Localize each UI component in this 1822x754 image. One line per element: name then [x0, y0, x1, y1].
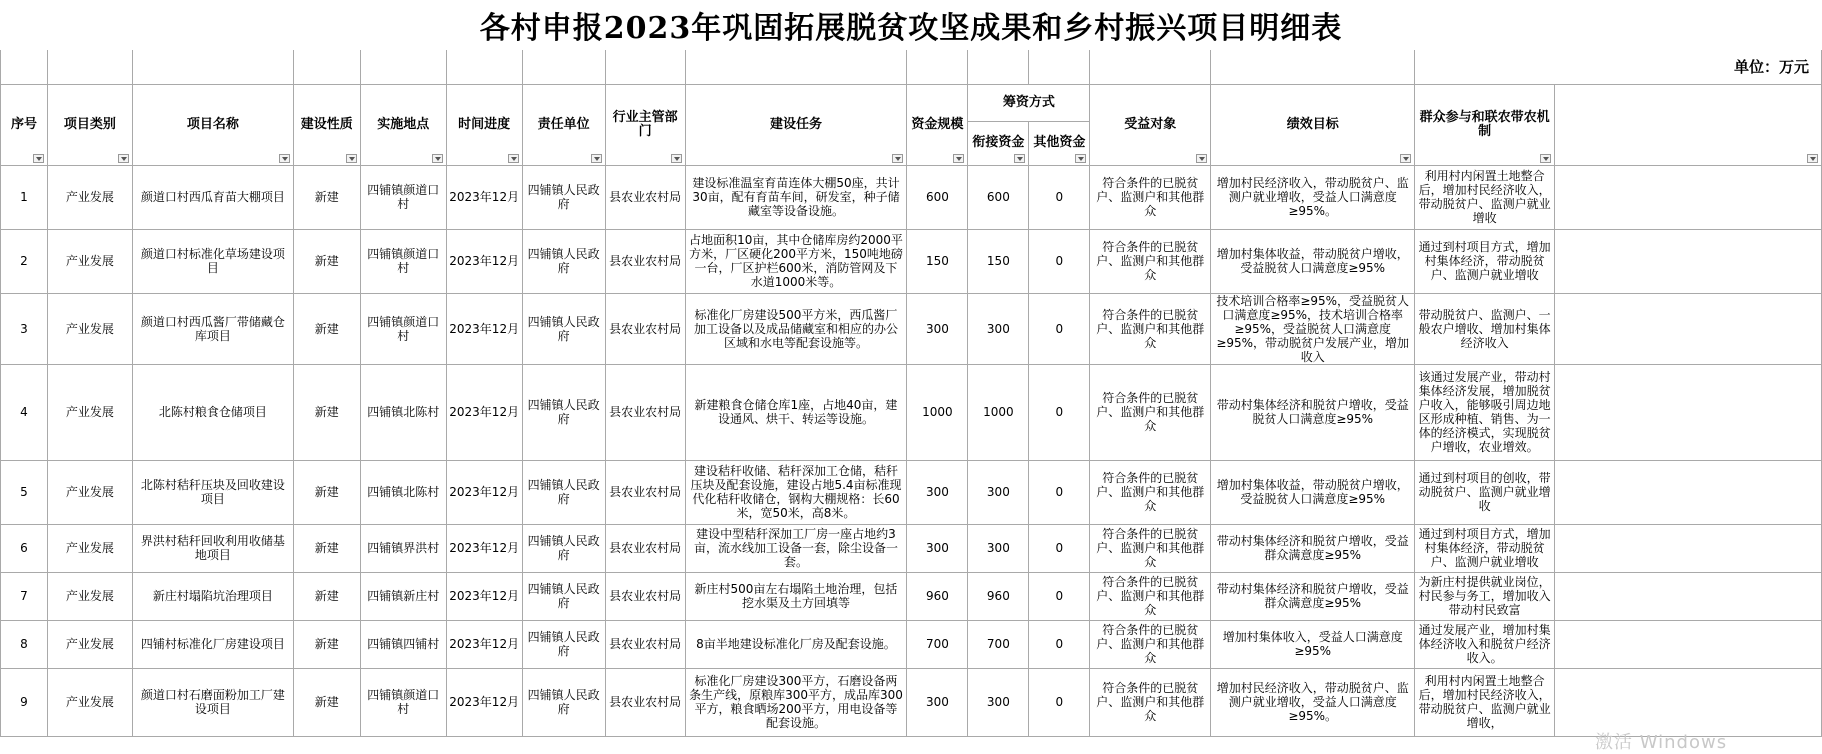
filter-dropdown-icon[interactable]	[953, 154, 964, 163]
cell-funding-linked[interactable]: 300	[968, 524, 1029, 572]
header-name[interactable]: 项目名称	[132, 84, 293, 165]
cell-seq[interactable]: 1	[1, 165, 48, 229]
cell-funding-other[interactable]: 0	[1029, 620, 1090, 668]
header-location[interactable]: 实施地点	[360, 84, 446, 165]
filter-dropdown-icon[interactable]	[33, 154, 44, 163]
cell-target[interactable]: 带动村集体经济和脱贫户增收，受益脱贫人口满意度≥95%	[1211, 364, 1415, 460]
cell-department[interactable]: 县农业农村局	[605, 524, 685, 572]
cell-location[interactable]: 四铺镇颜道口村	[360, 165, 446, 229]
cell-category[interactable]: 产业发展	[47, 229, 132, 293]
filter-dropdown-icon[interactable]	[591, 154, 602, 163]
table-row	[1, 620, 1822, 668]
header-schedule[interactable]: 时间进度	[446, 84, 522, 165]
table-row	[1, 165, 1822, 229]
cell-scale[interactable]: 300	[907, 460, 968, 524]
cell-name[interactable]: 新庄村塌陷坑治理项目	[132, 572, 293, 620]
cell-empty[interactable]	[1555, 293, 1822, 364]
cell-tasks[interactable]: 建设秸秆收储、秸秆深加工仓储，秸秆压块及配套设施，建设占地5.4亩标准现代化秸秆收储仓，钢构大棚规格：长60米，宽50米，高8米。	[685, 460, 907, 524]
cell-name[interactable]: 北陈村秸秆压块及回收建设项目	[132, 460, 293, 524]
cell-responsible[interactable]: 四铺镇人民政府	[522, 293, 605, 364]
cell-scale[interactable]: 150	[907, 229, 968, 293]
table-row	[1, 572, 1822, 620]
cell-category[interactable]: 产业发展	[47, 524, 132, 572]
cell-category[interactable]: 产业发展	[47, 364, 132, 460]
cell-empty[interactable]	[1555, 524, 1822, 572]
cell-seq[interactable]: 5	[1, 460, 48, 524]
cell-responsible[interactable]: 四铺镇人民政府	[522, 165, 605, 229]
cell-nature[interactable]: 新建	[293, 524, 360, 572]
filter-dropdown-icon[interactable]	[671, 154, 682, 163]
cell-mechanism[interactable]: 通过到村项目方式，增加村集体经济，带动脱贫户、监测户就业增收	[1415, 229, 1555, 293]
cell-funding-other[interactable]: 0	[1029, 460, 1090, 524]
cell-beneficiary[interactable]: 符合条件的已脱贫户、监测户和其他群众	[1090, 229, 1211, 293]
cell-seq[interactable]: 9	[1, 668, 48, 736]
header-department[interactable]: 行业主管部门	[605, 84, 685, 165]
cell-mechanism[interactable]: 通过到村项目方式，增加村集体经济，带动脱贫户、监测户就业增收	[1415, 524, 1555, 572]
cell-nature[interactable]: 新建	[293, 460, 360, 524]
cell-nature[interactable]: 新建	[293, 229, 360, 293]
filter-dropdown-icon[interactable]	[432, 154, 443, 163]
header-beneficiary[interactable]: 受益对象	[1090, 84, 1211, 165]
cell-tasks[interactable]: 8亩半地建设标准化厂房及配套设施。	[685, 620, 907, 668]
cell-tasks[interactable]: 新建粮食仓储仓库1座，占地40亩，建设通风、烘干、转运等设施。	[685, 364, 907, 460]
cell-schedule[interactable]: 2023年12月	[446, 668, 522, 736]
cell-target[interactable]: 增加村集体收益，带动脱贫户增收，受益脱贫人口满意度≥95%	[1211, 229, 1415, 293]
filter-dropdown-icon[interactable]	[279, 154, 290, 163]
cell-scale[interactable]: 300	[907, 524, 968, 572]
cell-funding-other[interactable]: 0	[1029, 524, 1090, 572]
cell-nature[interactable]: 新建	[293, 668, 360, 736]
filter-dropdown-icon[interactable]	[346, 154, 357, 163]
table-row	[1, 364, 1822, 460]
cell-funding-other[interactable]: 0	[1029, 293, 1090, 364]
cell-scale[interactable]: 1000	[907, 364, 968, 460]
header-funding-linked[interactable]: 衔接资金	[968, 121, 1029, 165]
filter-dropdown-icon[interactable]	[892, 154, 903, 163]
cell-responsible[interactable]: 四铺镇人民政府	[522, 620, 605, 668]
cell-empty[interactable]	[1555, 364, 1822, 460]
header-responsible[interactable]: 责任单位	[522, 84, 605, 165]
cell-funding-other[interactable]: 0	[1029, 668, 1090, 736]
table-row	[1, 668, 1822, 736]
project-table	[0, 50, 1822, 737]
cell-beneficiary[interactable]: 符合条件的已脱贫户、监测户和其他群众	[1090, 620, 1211, 668]
cell-name[interactable]: 四铺村标准化厂房建设项目	[132, 620, 293, 668]
filter-dropdown-icon[interactable]	[1400, 154, 1411, 163]
cell-mechanism[interactable]: 该通过发展产业，带动村集体经济发展，增加脱贫户收入，能够吸引周边地区形成种植、销售、为一体的经济模式，实现脱贫户增收，农业增效。	[1415, 364, 1555, 460]
cell-name[interactable]: 界洪村秸秆回收利用收储基地项目	[132, 524, 293, 572]
cell-mechanism[interactable]: 利用村内闲置土地整合后，增加村民经济收入，带动脱贫户、监测户就业增收	[1415, 165, 1555, 229]
table-body	[1, 165, 1822, 736]
cell-name[interactable]: 颜道口村标准化草场建设项目	[132, 229, 293, 293]
cell-tasks[interactable]: 建设中型秸秆深加工厂房一座占地约3亩，流水线加工设备一套，除尘设备一套。	[685, 524, 907, 572]
filter-dropdown-icon[interactable]	[1807, 154, 1818, 163]
filter-dropdown-icon[interactable]	[1014, 154, 1025, 163]
cell-scale[interactable]: 700	[907, 620, 968, 668]
cell-responsible[interactable]: 四铺镇人民政府	[522, 524, 605, 572]
cell-department[interactable]: 县农业农村局	[605, 165, 685, 229]
cell-nature[interactable]: 新建	[293, 620, 360, 668]
cell-funding-linked[interactable]: 960	[968, 572, 1029, 620]
cell-funding-other[interactable]: 0	[1029, 229, 1090, 293]
cell-category[interactable]: 产业发展	[47, 668, 132, 736]
cell-responsible[interactable]: 四铺镇人民政府	[522, 229, 605, 293]
unit-row	[1, 50, 1822, 84]
cell-department[interactable]: 县农业农村局	[605, 460, 685, 524]
cell-department[interactable]: 县农业农村局	[605, 668, 685, 736]
cell-category[interactable]: 产业发展	[47, 572, 132, 620]
cell-category[interactable]: 产业发展	[47, 165, 132, 229]
header-seq[interactable]: 序号	[1, 84, 48, 165]
cell-responsible[interactable]: 四铺镇人民政府	[522, 572, 605, 620]
cell-name[interactable]: 北陈村粮食仓储项目	[132, 364, 293, 460]
cell-funding-linked[interactable]: 1000	[968, 364, 1029, 460]
cell-seq[interactable]: 8	[1, 620, 48, 668]
cell-seq[interactable]: 6	[1, 524, 48, 572]
cell-schedule[interactable]: 2023年12月	[446, 165, 522, 229]
cell-beneficiary[interactable]: 符合条件的已脱贫户、监测户和其他群众	[1090, 572, 1211, 620]
cell-schedule[interactable]: 2023年12月	[446, 293, 522, 364]
header-row-1	[1, 84, 1822, 121]
cell-location[interactable]: 四铺镇北陈村	[360, 460, 446, 524]
cell-funding-other[interactable]: 0	[1029, 572, 1090, 620]
cell-name[interactable]: 颜道口村石磨面粉加工厂建设项目	[132, 668, 293, 736]
cell-location[interactable]: 四铺镇颜道口村	[360, 668, 446, 736]
cell-seq[interactable]: 2	[1, 229, 48, 293]
cell-tasks[interactable]: 新庄村500亩左右塌陷土地治理，包括挖水渠及土方回填等	[685, 572, 907, 620]
cell-empty[interactable]	[1555, 229, 1822, 293]
cell-empty[interactable]	[1555, 668, 1822, 736]
filter-dropdown-icon[interactable]	[1540, 154, 1551, 163]
cell-location[interactable]: 四铺镇颜道口村	[360, 229, 446, 293]
header-scale[interactable]: 资金规模	[907, 84, 968, 165]
cell-empty[interactable]	[1555, 165, 1822, 229]
cell-schedule[interactable]: 2023年12月	[446, 229, 522, 293]
cell-funding-linked[interactable]: 300	[968, 293, 1029, 364]
activation-watermark: 激活 Windows	[1595, 732, 1728, 753]
cell-schedule[interactable]: 2023年12月	[446, 364, 522, 460]
cell-name[interactable]: 颜道口村西瓜育苗大棚项目	[132, 165, 293, 229]
cell-nature[interactable]: 新建	[293, 165, 360, 229]
cell-mechanism[interactable]: 通过到村项目的创收，带动脱贫户、监测户就业增收	[1415, 460, 1555, 524]
cell-scale[interactable]: 300	[907, 293, 968, 364]
cell-category[interactable]: 产业发展	[47, 460, 132, 524]
filter-dropdown-icon[interactable]	[1196, 154, 1207, 163]
cell-schedule[interactable]: 2023年12月	[446, 572, 522, 620]
cell-department[interactable]: 县农业农村局	[605, 572, 685, 620]
table-row	[1, 460, 1822, 524]
cell-seq[interactable]: 3	[1, 293, 48, 364]
cell-responsible[interactable]: 四铺镇人民政府	[522, 364, 605, 460]
header-mechanism[interactable]: 群众参与和联农带农机制	[1415, 84, 1555, 165]
header-target[interactable]: 绩效目标	[1211, 84, 1415, 165]
cell-beneficiary[interactable]: 符合条件的已脱贫户、监测户和其他群众	[1090, 364, 1211, 460]
cell-location[interactable]: 四铺镇界洪村	[360, 524, 446, 572]
cell-beneficiary[interactable]: 符合条件的已脱贫户、监测户和其他群众	[1090, 165, 1211, 229]
cell-tasks[interactable]: 标准化厂房建设500平方米，西瓜酱厂加工设备以及成品储藏室和相应的办公区域和水电等配套设施等。	[685, 293, 907, 364]
cell-nature[interactable]: 新建	[293, 364, 360, 460]
cell-target[interactable]: 带动村集体经济和脱贫户增收，受益群众满意度≥95%	[1211, 524, 1415, 572]
filter-dropdown-icon[interactable]	[1075, 154, 1086, 163]
cell-department[interactable]: 县农业农村局	[605, 229, 685, 293]
cell-department[interactable]: 县农业农村局	[605, 364, 685, 460]
cell-location[interactable]: 四铺镇新庄村	[360, 572, 446, 620]
cell-schedule[interactable]: 2023年12月	[446, 460, 522, 524]
cell-nature[interactable]: 新建	[293, 572, 360, 620]
table-row	[1, 524, 1822, 572]
cell-department[interactable]: 县农业农村局	[605, 293, 685, 364]
cell-target[interactable]: 技术培训合格率≥95%，受益脱贫人口满意度≥95%，技术培训合格率≥95%，受益脱贫人口满意度≥95%，带动脱贫户发展产业，增加收入	[1211, 293, 1415, 364]
filter-dropdown-icon[interactable]	[118, 154, 129, 163]
cell-target[interactable]: 增加村集体收益，带动脱贫户增收，受益脱贫人口满意度≥95%	[1211, 460, 1415, 524]
header-empty[interactable]	[1555, 84, 1822, 165]
cell-funding-other[interactable]: 0	[1029, 364, 1090, 460]
cell-tasks[interactable]: 建设标准温室育苗连体大棚50座，共计30亩，配有育苗车间，研发室，种子储藏室等设备设施。	[685, 165, 907, 229]
cell-schedule[interactable]: 2023年12月	[446, 620, 522, 668]
cell-tasks[interactable]: 占地面积10亩，其中仓储库房约2000平方米，厂区硬化200平方米，150吨地磅一台，厂区护栏600米，消防管网及下水道1000米等。	[685, 229, 907, 293]
header-funding-other[interactable]: 其他资金	[1029, 121, 1090, 165]
cell-empty[interactable]	[1555, 572, 1822, 620]
cell-funding-other[interactable]: 0	[1029, 165, 1090, 229]
cell-target[interactable]: 带动村集体经济和脱贫户增收，受益群众满意度≥95%	[1211, 572, 1415, 620]
cell-nature[interactable]: 新建	[293, 293, 360, 364]
cell-mechanism[interactable]: 带动脱贫户、监测户、一般农户增收、增加村集体经济收入	[1415, 293, 1555, 364]
cell-location[interactable]: 四铺镇四铺村	[360, 620, 446, 668]
cell-location[interactable]: 四铺镇北陈村	[360, 364, 446, 460]
cell-scale[interactable]: 300	[907, 668, 968, 736]
cell-responsible[interactable]: 四铺镇人民政府	[522, 668, 605, 736]
cell-funding-linked[interactable]: 300	[968, 668, 1029, 736]
header-category[interactable]: 项目类别	[47, 84, 132, 165]
cell-mechanism[interactable]: 为新庄村提供就业岗位，村民参与务工，增加收入带动村民致富	[1415, 572, 1555, 620]
cell-funding-linked[interactable]: 300	[968, 460, 1029, 524]
cell-empty[interactable]	[1555, 620, 1822, 668]
cell-mechanism[interactable]: 通过发展产业，增加村集体经济收入和脱贫户经济收入。	[1415, 620, 1555, 668]
cell-location[interactable]: 四铺镇颜道口村	[360, 293, 446, 364]
header-tasks[interactable]: 建设任务	[685, 84, 907, 165]
cell-beneficiary[interactable]: 符合条件的已脱贫户、监测户和其他群众	[1090, 460, 1211, 524]
table-row	[1, 293, 1822, 364]
cell-mechanism[interactable]: 利用村内闲置土地整合后，增加村民经济收入，带动脱贫户、监测户就业增收，	[1415, 668, 1555, 736]
cell-empty[interactable]	[1555, 460, 1822, 524]
cell-funding-linked[interactable]: 150	[968, 229, 1029, 293]
sheet-title: 各村申报2023年巩固拓展脱贫攻坚成果和乡村振兴项目明细表	[479, 11, 1343, 46]
cell-beneficiary[interactable]: 符合条件的已脱贫户、监测户和其他群众	[1090, 293, 1211, 364]
cell-target[interactable]: 增加村民经济收入，带动脱贫户、监测户就业增收，受益人口满意度≥95%。	[1211, 668, 1415, 736]
cell-schedule[interactable]: 2023年12月	[446, 524, 522, 572]
cell-category[interactable]: 产业发展	[47, 620, 132, 668]
cell-responsible[interactable]: 四铺镇人民政府	[522, 460, 605, 524]
header-nature[interactable]: 建设性质	[293, 84, 360, 165]
cell-funding-linked[interactable]: 600	[968, 165, 1029, 229]
header-funding: 筹资方式	[968, 84, 1090, 121]
cell-category[interactable]: 产业发展	[47, 293, 132, 364]
cell-department[interactable]: 县农业农村局	[605, 620, 685, 668]
cell-beneficiary[interactable]: 符合条件的已脱贫户、监测户和其他群众	[1090, 524, 1211, 572]
cell-target[interactable]: 增加村民经济收入，带动脱贫户、监测户就业增收，受益人口满意度≥95%。	[1211, 165, 1415, 229]
cell-scale[interactable]: 960	[907, 572, 968, 620]
cell-funding-linked[interactable]: 700	[968, 620, 1029, 668]
cell-tasks[interactable]: 标准化厂房建设300平方，石磨设备两条生产线，原粮库300平方，成品库300平方，粮食晒场200平方，用电设备等配套设施。	[685, 668, 907, 736]
cell-target[interactable]: 增加村集体收入，受益人口满意度≥95%	[1211, 620, 1415, 668]
cell-beneficiary[interactable]: 符合条件的已脱贫户、监测户和其他群众	[1090, 668, 1211, 736]
cell-name[interactable]: 颜道口村西瓜酱厂带储藏仓库项目	[132, 293, 293, 364]
cell-seq[interactable]: 7	[1, 572, 48, 620]
unit-label: 单位：万元	[1415, 50, 1822, 84]
cell-seq[interactable]: 4	[1, 364, 48, 460]
filter-dropdown-icon[interactable]	[508, 154, 519, 163]
cell-scale[interactable]: 600	[907, 165, 968, 229]
table-row	[1, 229, 1822, 293]
